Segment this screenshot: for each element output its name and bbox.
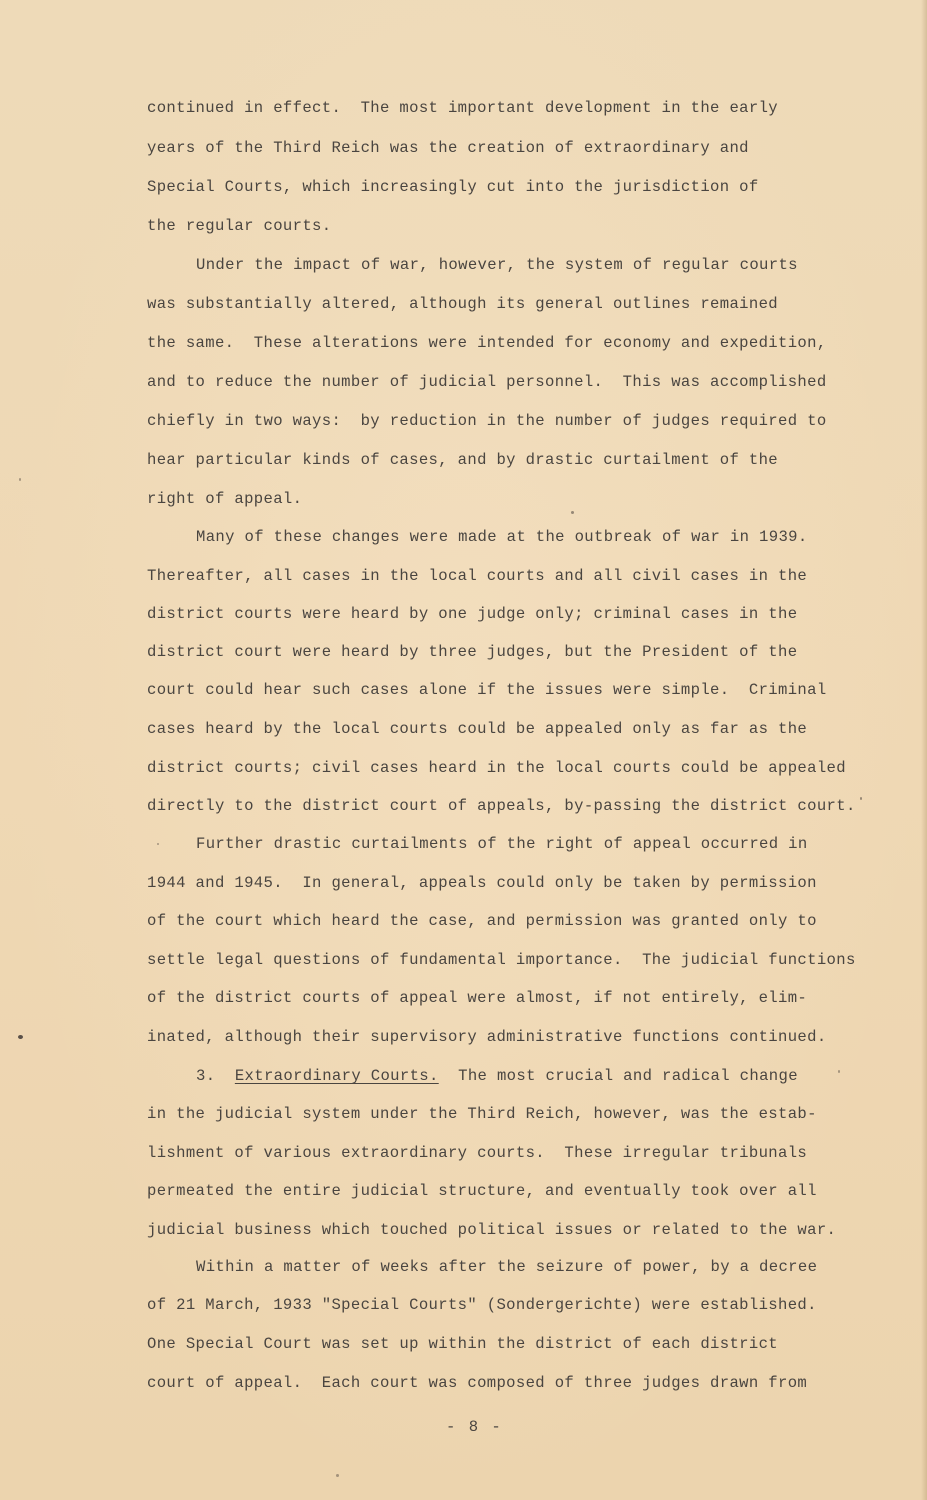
text-line: district courts; civil cases heard in the local courts could be appealed: [147, 759, 846, 777]
text-line: right of appeal.: [147, 490, 303, 508]
ink-speck: [860, 797, 862, 800]
page-number: - 8 -: [446, 1418, 503, 1436]
text-line: in the judicial system under the Third Reich, however, was the estab-: [147, 1105, 817, 1123]
ink-speck: [157, 843, 159, 845]
section-number: 3.: [196, 1067, 216, 1085]
text-line: Under the impact of war, however, the system of regular courts: [196, 256, 798, 274]
ink-speck: [19, 478, 21, 481]
text-line: inated, although their supervisory administrative functions continued.: [147, 1028, 827, 1046]
text-line: district court were heard by three judges, but the President of the: [147, 643, 798, 661]
section-heading: Extraordinary Courts.: [234, 1067, 439, 1085]
page-edge-shadow: [921, 0, 927, 1500]
text-line: directly to the district court of appeals, by-passing the district court.: [147, 797, 856, 815]
text-line: judicial business which touched political issues or related to the war.: [147, 1221, 837, 1239]
text-line: district courts were heard by one judge only; criminal cases in the: [147, 605, 798, 623]
ink-speck: [571, 511, 574, 514]
text-line: Further drastic curtailments of the right of appeal occurred in: [196, 835, 808, 853]
text-line: of 21 March, 1933 "Special Courts" (Sondergerichte) were established.: [147, 1296, 817, 1314]
text-line: chiefly in two ways: by reduction in the number of judges required to: [147, 412, 827, 430]
text-line: 1944 and 1945. In general, appeals could only be taken by permission: [147, 874, 817, 892]
text-line: Many of these changes were made at the outbreak of war in 1939.: [196, 528, 808, 546]
text-line: the same. These alterations were intended for economy and expedition,: [147, 334, 827, 352]
text-line: was substantially altered, although its general outlines remained: [147, 295, 779, 313]
text-line: settle legal questions of fundamental importance. The judicial functions: [147, 951, 856, 969]
text-line: One Special Court was set up within the district of each district: [147, 1335, 779, 1353]
ink-speck: [18, 1035, 23, 1039]
text-line: of the district courts of appeal were almost, if not entirely, elim-: [147, 989, 808, 1007]
text-line: permeated the entire judicial structure, and eventually took over all: [147, 1182, 817, 1200]
text-line: Within a matter of weeks after the seizure of power, by a decree: [196, 1258, 818, 1276]
text-line: years of the Third Reich was the creation of extraordinary and: [147, 139, 749, 157]
text-line: continued in effect. The most important development in the early: [147, 99, 779, 117]
text-line: of the court which heard the case, and permission was granted only to: [147, 912, 817, 930]
text-line: and to reduce the number of judicial personnel. This was accomplished: [147, 373, 827, 391]
text-line: court could hear such cases alone if the issues were simple. Criminal: [147, 681, 827, 699]
text-line: cases heard by the local courts could be appealed only as far as the: [147, 720, 808, 738]
text-line: lishment of various extraordinary courts. These irregular tribunals: [147, 1144, 808, 1162]
text-line: Thereafter, all cases in the local courts and all civil cases in the: [147, 567, 808, 585]
text-line: Special Courts, which increasingly cut into the jurisdiction of: [147, 178, 759, 196]
section-heading-line: [196, 1066, 798, 1086]
ink-speck: [336, 1474, 339, 1477]
ink-speck: [838, 1070, 840, 1073]
text-line: The most crucial and radical change: [458, 1067, 798, 1085]
text-line: hear particular kinds of cases, and by drastic curtailment of the: [147, 451, 779, 469]
text-line: the regular courts.: [147, 217, 332, 235]
text-line: court of appeal. Each court was composed of three judges drawn from: [147, 1374, 808, 1392]
